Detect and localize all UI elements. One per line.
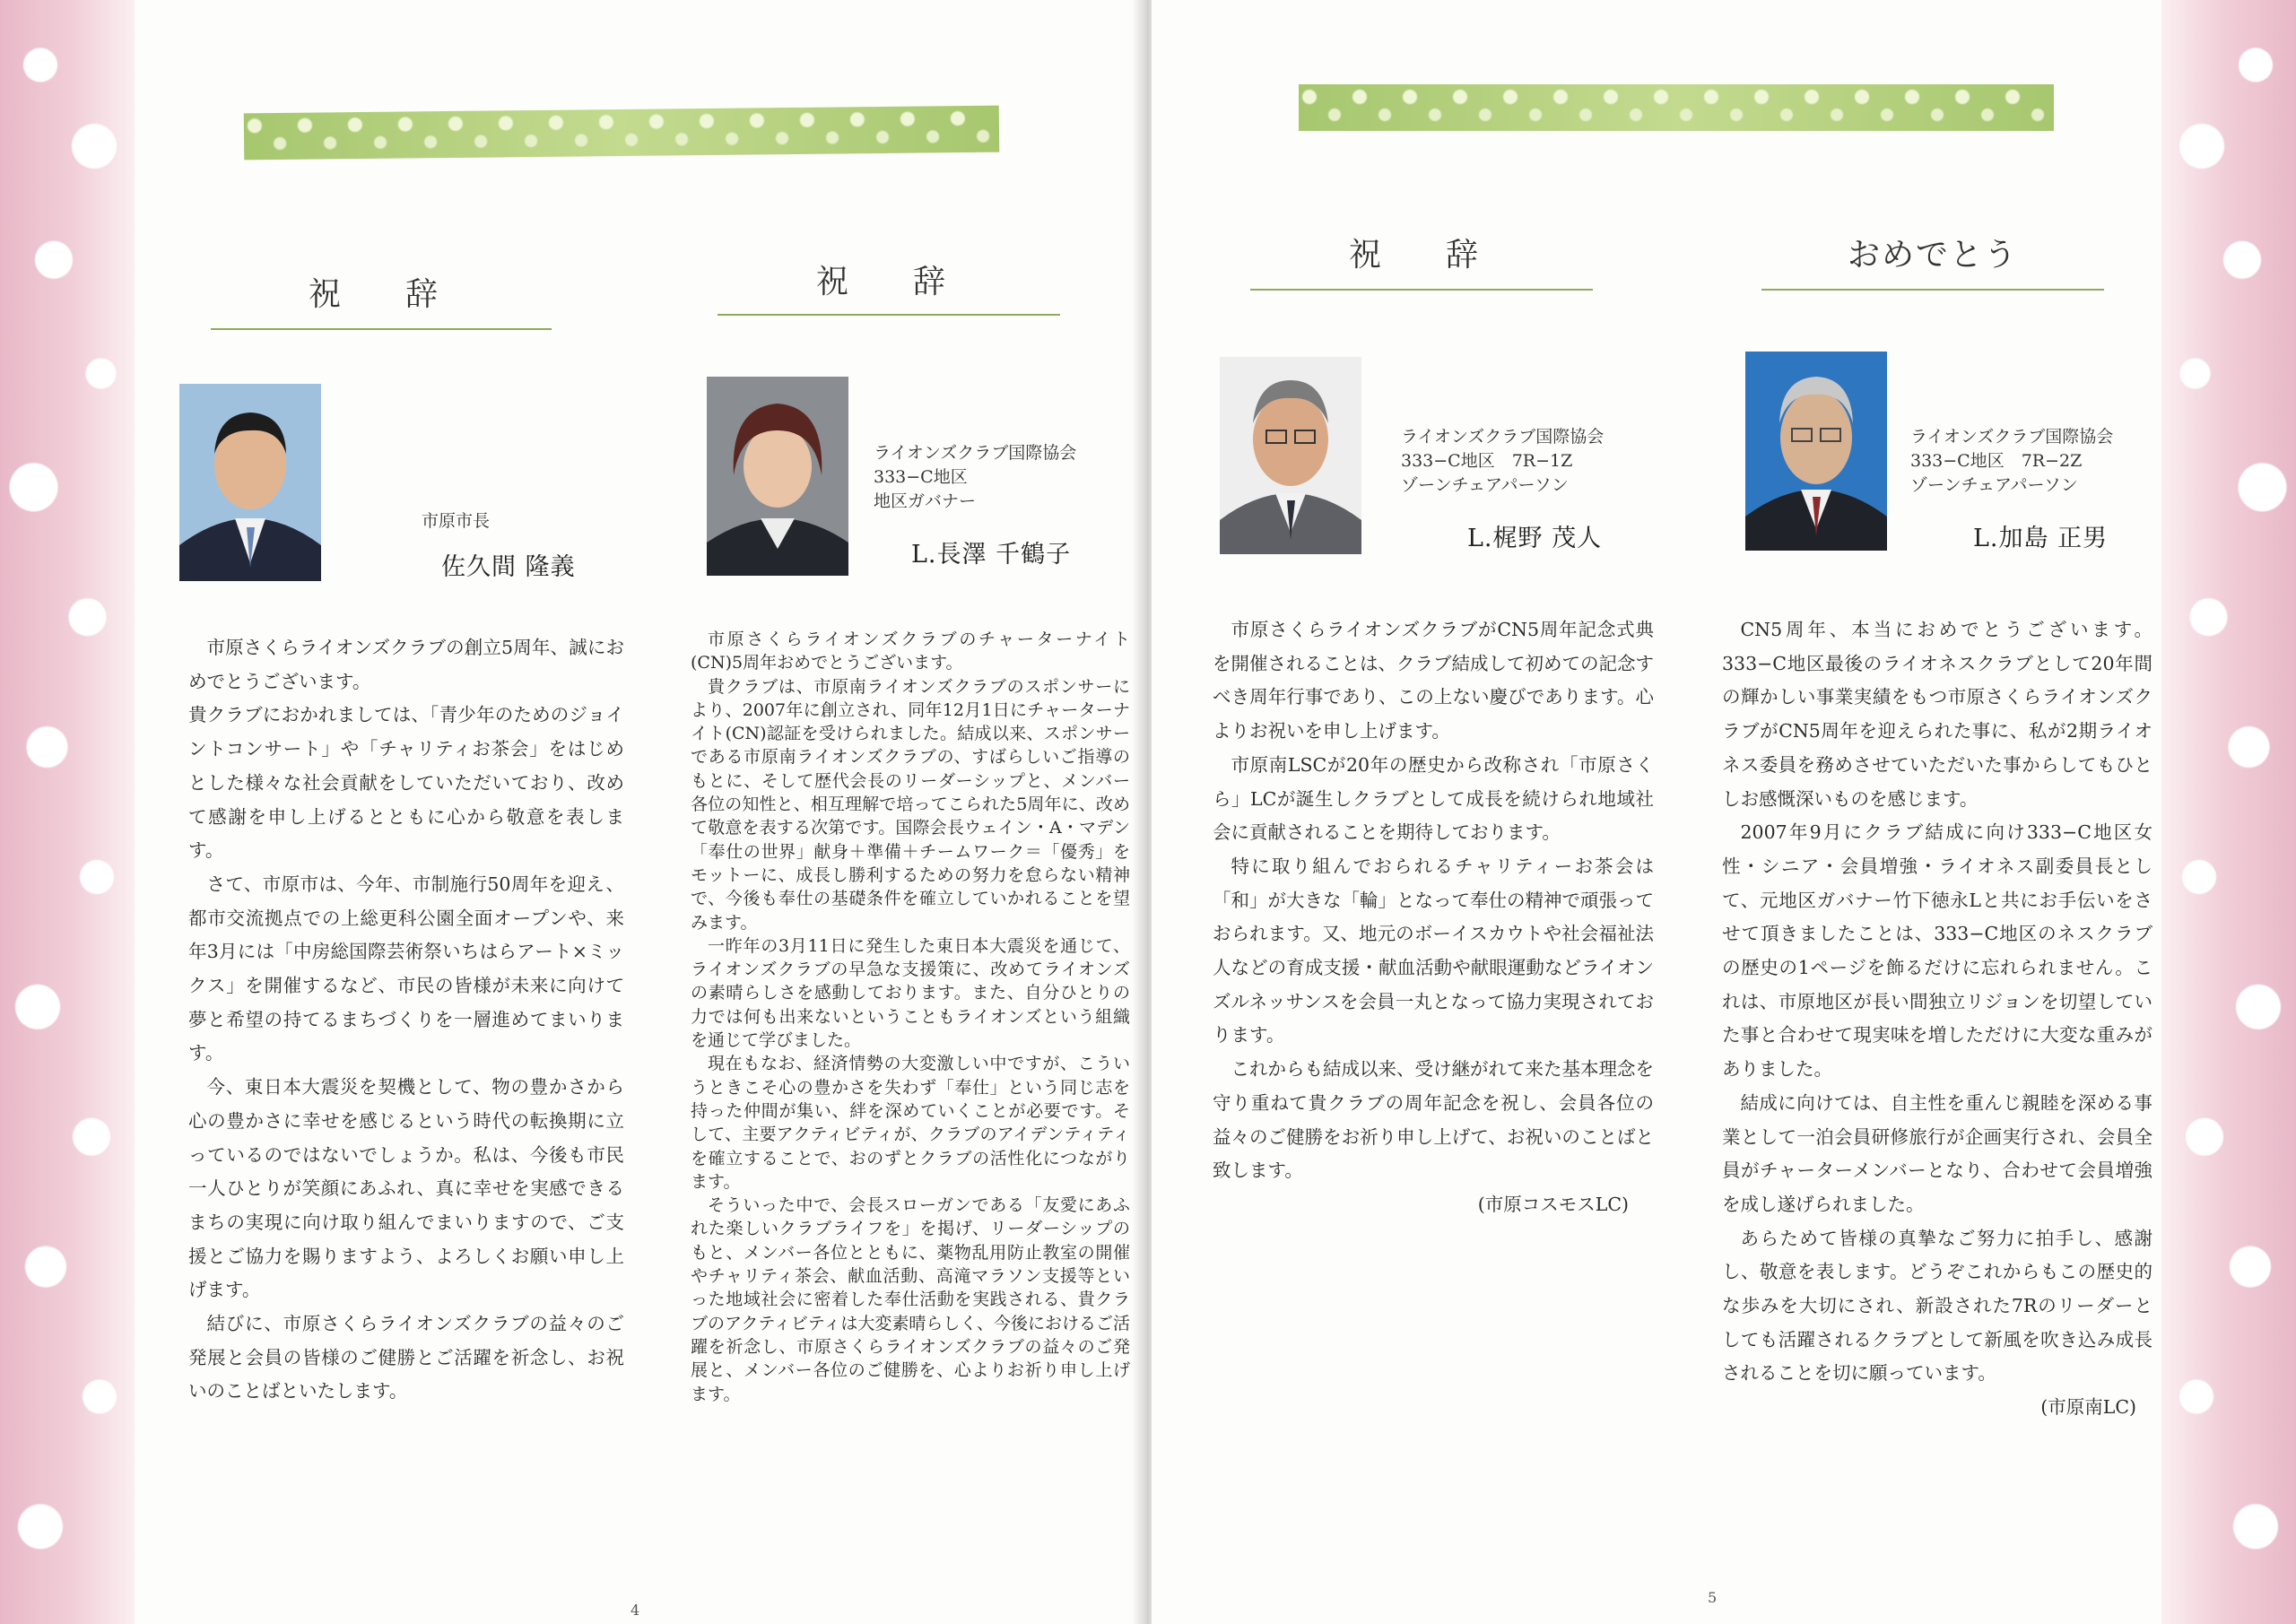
article1-paragraph: 結びに、市原さくらライオンズクラブの益々のご発展と会員の皆様のご健勝とご活躍を祈念し、お祝いのことばといたします。	[188, 1313, 624, 1403]
article4-paragraph: あらためて皆様の真摯なご努力に拍手し、感謝し、敬意を表します。どうぞこれからもこの歴史的な歩みを大切にされ、新設された7Rのリーダーとしても活躍されるクラブとして新風を吹き込み成長されることを切に願っています。	[1722, 1227, 2152, 1385]
article4-name: L.加島 正男	[1973, 525, 2109, 552]
article1-paragraph: 貴クラブにおかれましては、「青少年のためのジョイントコンサート」や「チャリティお茶会」をはじめとした様々な社会貢献をしていただいており、改めて感謝を申し上げるとともに心から敬意を表します。	[188, 704, 624, 862]
article3-body	[1213, 613, 1654, 1222]
article4-paragraph: CN5周年、本当におめでとうございます。333−C地区最後のライオネスクラブとして20年間の輝かしい事業実績をもつ市原さくらライオンズクラブがCN5周年を迎えられた事に、私が2期ライオネス委員を務めさせていただいた事からしてもひとしお感慨深いものを感じます。	[1722, 619, 2152, 810]
article3-paragraph: 市原さくらライオンズクラブがCN5周年記念式典を開催されることは、クラブ結成して初めての記念すべき周年行事であり、この上ない慶びであります。心よりお祝いを申し上げます。	[1213, 619, 1654, 743]
article2-org-line: 333−C地区	[874, 467, 968, 487]
article2-name: L.長澤 千鶴子	[911, 541, 1072, 569]
right-page	[1152, 0, 2296, 1624]
article1-role: 市原市長	[422, 511, 491, 531]
article4-org-line: 333−C地区 7R−2Z	[1910, 451, 2083, 471]
article3-rule	[1250, 289, 1593, 291]
cherry-blossom-border-right	[2161, 0, 2296, 1624]
article3-paragraph: 市原南LSCが20年の歴史から改称され「市原さくら」LCが誕生しクラブとして成長を続けられ地域社会に貢献されることを期待しております。	[1213, 753, 1654, 844]
article1-paragraph: 今、東日本大震災を契機として、物の豊かさから心の豊かさに幸せを感じるという時代の転換期に立っているのではないでしょうか。私は、今後も市民一人ひとりが笑顔にあふれ、真に幸せを実感できるまちの実現に向け取り組んでまいりますので、ご支援とご協力を賜りますよう、よろしくお願い申し上げます。	[188, 1076, 624, 1301]
article3-org-line: 333−C地区 7R−1Z	[1401, 451, 1573, 471]
article2-paragraph: 市原さくらライオンズクラブのチャーターナイト(CN)5周年おめでとうございます。	[691, 630, 1130, 673]
article3-paragraph: 特に取り組んでおられるチャリティーお茶会は「和」が大きな「輪」となって奉仕の精神で頑張っておられます。又、地元のボーイスカウトや社会福祉法人などの育成支援・献血活動や献眼運動などライオンズルネッサンスを会員一丸となって協力実現されております。	[1213, 855, 1654, 1046]
article2-paragraph: 一昨年の3月11日に発生した東日本大震災を通じて、ライオンズクラブの早急な支援策に、改めてライオンズの素晴らしさを感動しております。また、自分ひとりの力では何も出来ないということもライオンズという組織を通じて学びました。	[691, 935, 1130, 1051]
article3-portrait	[1220, 357, 1361, 554]
article2-heading: 祝 辞	[815, 264, 961, 300]
article1-paragraph: さて、市原市は、今年、市制施行50周年を迎え、都市交流拠点での上総更科公園全面オープンや、来年3月には「中房総国際芸術祭いちはらアート×ミックス」を開催するなど、市民の皆様が未来に向けて夢と希望の持てるまちづくりを一層進めてまいります。	[188, 873, 624, 1064]
article1-body	[188, 631, 624, 1409]
article1-paragraph: 市原さくらライオンズクラブの創立5周年、誠におめでとうございます。	[188, 637, 624, 692]
article2-body	[691, 628, 1130, 1406]
article1-name: 佐久間 隆義	[441, 553, 576, 581]
article3-org-line: ライオンズクラブ国際協会	[1401, 427, 1605, 447]
article4-portrait	[1745, 352, 1887, 551]
article4-rule	[1761, 289, 2104, 291]
cherry-blossom-border-left	[0, 0, 135, 1624]
page-number-right: 5	[1708, 1589, 1718, 1606]
article2-rule	[718, 314, 1060, 316]
article3-signature: (市原コスモスLC)	[1477, 1193, 1629, 1215]
article4-org-line: ゾーンチェアパーソン	[1910, 475, 2078, 495]
article4-heading: おめでとう	[1847, 237, 2018, 274]
article2-paragraph: そういった中で、会長スローガンである「友愛にあふれた楽しいクラブライフを」を掲げ、リーダーシップのもと、メンバー各位とともに、薬物乱用防止教室の開催やチャリティ茶会、献血活動、高滝マラソン支援等といった地域社会に密着した奉仕活動を実践される、貴クラブのアクティビティは大変素晴らしく、今後におけるご活躍を祈念し、市原さくらライオンズクラブの益々のご発展と、メンバー各位のご健勝を、心よりお祈り申し上げます。	[691, 1195, 1131, 1404]
article2-paragraph: 貴クラブは、市原南ライオンズクラブのスポンサーにより、2007年に創立され、同年12月1日にチャーターナイト(CN)認証を受けられました。結成以来、スポンサーである市原南ライオンズクラブの、すばらしいご指導のもとに、そして歴代会長のリーダーシップと、メンバー各位の知性と、相互理解で培ってこられた5周年に、改めて敬意を表する次第です。国際会長ウェイン・A・マデン「奉仕の世界」献身＋準備＋チームワーク＝「優秀」をモットーに、成長し勝利するための努力を怠らない精神で、今後も奉仕の基礎条件を確立していかれることを望みます。	[691, 676, 1130, 933]
left-page	[0, 0, 1144, 1624]
article4-body	[1722, 613, 2152, 1425]
article2-org-line: 地区ガバナー	[874, 491, 977, 511]
article2-portrait	[707, 377, 848, 576]
article3-org	[1401, 425, 1604, 498]
article3-heading: 祝 辞	[1348, 237, 1494, 274]
article1-heading: 祝 辞	[308, 276, 454, 313]
article4-paragraph: 結成に向けては、自主性を重んじ親睦を深める事業として一泊会員研修旅行が企画実行され、会員全員がチャーターメンバーとなり、合わせて会員増強を成し遂げられました。	[1722, 1091, 2152, 1215]
article4-paragraph: 2007年9月にクラブ結成に向け333−C地区女性・シニア・会員増強・ライオネス副委員長として、元地区ガバナー竹下徳永Lと共にお手伝いをさせて頂きましたことは、333−C地区のネスクラブの歴史の1ページを飾るだけに忘れられません。これは、市原地区が長い間独立リジョンを切望していた事と合わせて現実味を増しただけに大変な重みがありました。	[1722, 821, 2152, 1081]
article1-portrait	[179, 384, 321, 581]
article3-paragraph: これからも結成以来、受け継がれて来た基本理念を守り重ねて貴クラブの周年記念を祝し、会員各位の益々のご健勝をお祈り申し上げて、お祝いのことばと致します。	[1213, 1058, 1654, 1182]
article2-paragraph: 現在もなお、経済情勢の大変激しい中ですが、こういうときこそ心の豊かさを失わず「奉仕」という同じ志を持った仲間が集い、絆を深めていくことが必要です。そして、主要アクティビティが、クラブのアイデンティティを確立することで、おのずとクラブの活性化につながります。	[691, 1054, 1130, 1192]
article3-org-line: ゾーンチェアパーソン	[1401, 475, 1569, 495]
green-floral-banner-left	[244, 106, 999, 161]
green-floral-banner-right	[1299, 84, 2054, 131]
article4-org-line: ライオンズクラブ国際協会	[1910, 427, 2114, 447]
article2-org-line: ライオンズクラブ国際協会	[874, 443, 1077, 463]
article2-org	[874, 441, 1076, 514]
article4-org	[1910, 425, 2113, 498]
article1-rule	[211, 328, 552, 330]
article4-signature: (市原南LC)	[2040, 1396, 2136, 1419]
article3-name: L.梶野 茂人	[1467, 525, 1603, 552]
page-number-left: 4	[631, 1602, 640, 1619]
